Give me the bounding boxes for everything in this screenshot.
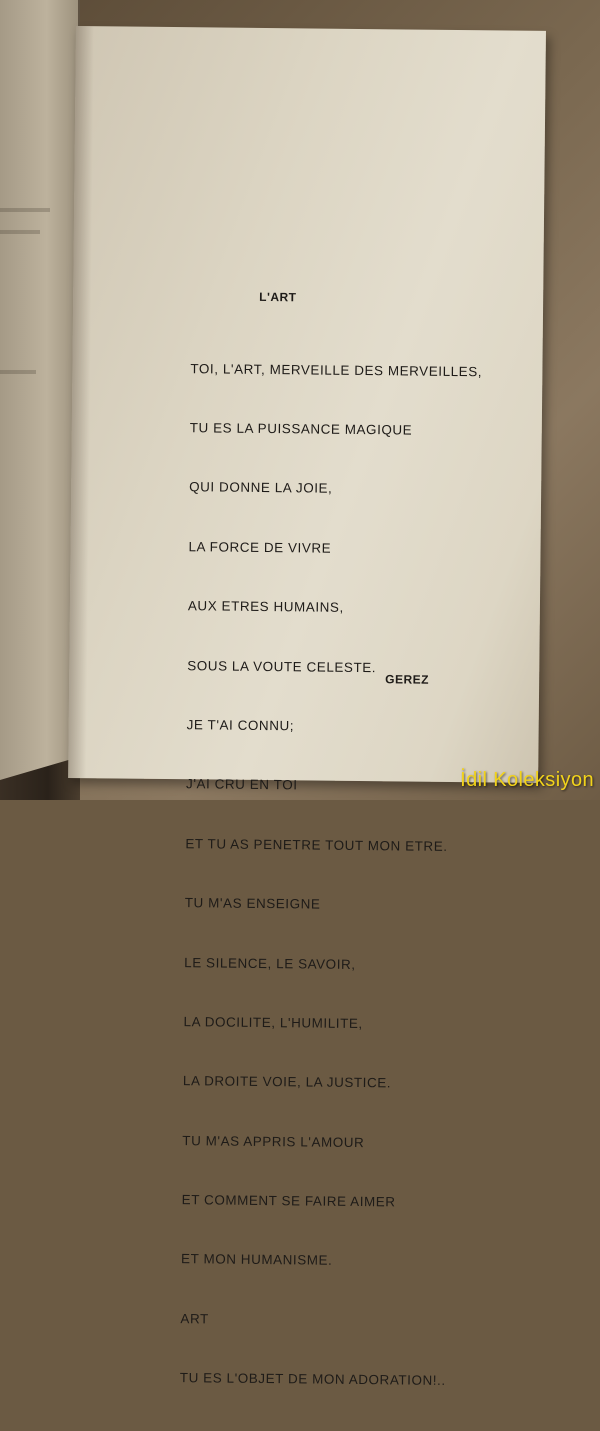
left-page-text-ghost <box>0 208 50 212</box>
left-page <box>0 0 80 780</box>
poem-line: TU M'AS ENSEIGNE <box>184 895 321 912</box>
poem-line: LA DROITE VOIE, LA JUSTICE. <box>182 1073 392 1091</box>
poem-line: ART <box>180 1311 209 1327</box>
poem-line: JE T'AI CONNU; <box>186 717 295 734</box>
poem-line: TOI, L'ART, MERVEILLE DES MERVEILLES, <box>190 360 483 379</box>
poem-line: QUI DONNE LA JOIE, <box>189 479 333 497</box>
poem-line: ET COMMENT SE FAIRE AIMER <box>181 1192 396 1210</box>
poem-line: J'AI CRU EN TOI <box>185 776 298 793</box>
left-page-text-ghost <box>0 230 40 234</box>
poem-line: LA FORCE DE VIVRE <box>188 538 332 556</box>
poem-line: SOUS LA VOUTE CELESTE. <box>187 657 377 675</box>
poem-line: LE SILENCE, LE SAVOIR, <box>184 954 356 972</box>
left-page-text-ghost <box>0 370 36 374</box>
poem-line: ET TU AS PENETRE TOUT MON ETRE. <box>185 835 448 854</box>
poem-line: AUX ETRES HUMAINS, <box>187 598 344 615</box>
poem-line: TU ES LA PUISSANCE MAGIQUE <box>189 420 413 438</box>
poem-signature: GEREZ <box>385 672 430 687</box>
poem-line: LA DOCILITE, L'HUMILITE, <box>183 1014 363 1031</box>
poem-line: ET MON HUMANISME. <box>181 1251 333 1269</box>
poem-title: L'ART <box>259 289 297 305</box>
poem-line: TU M'AS APPRIS L'AMOUR <box>182 1132 365 1150</box>
poem-body <box>179 319 482 1431</box>
poem-line: TU ES L'OBJET DE MON ADORATION!.. <box>179 1370 446 1389</box>
watermark: İdil Koleksiyon <box>460 769 594 791</box>
